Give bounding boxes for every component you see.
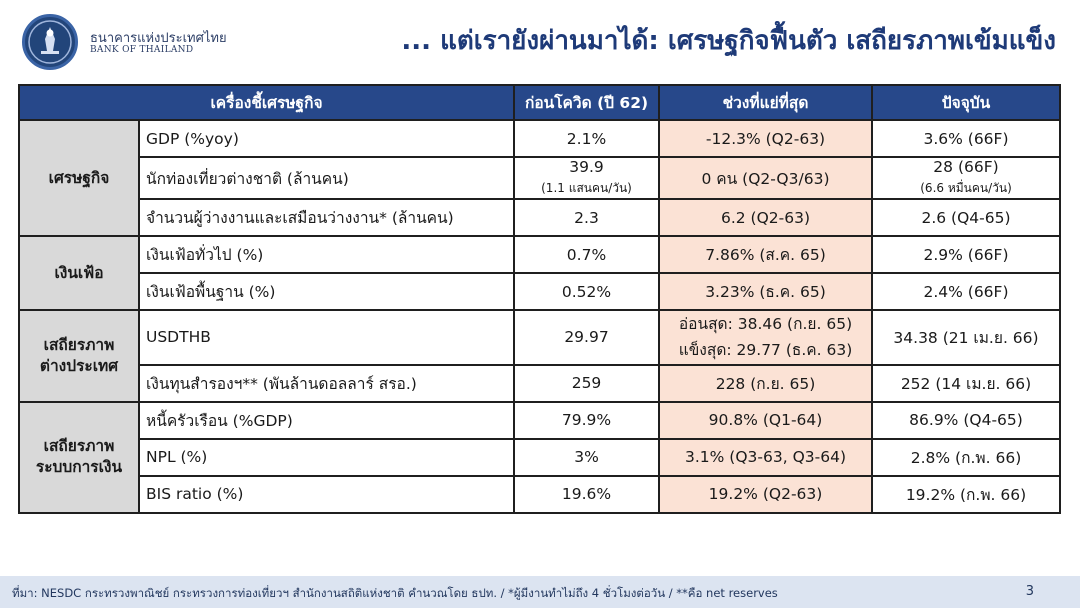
slide-footer xyxy=(0,576,1080,608)
worst-cell xyxy=(659,310,872,365)
indicator-cell: หนี้ครัวเรือน (%GDP) xyxy=(139,402,514,439)
current-cell: 2.8% (ก.พ. 66) xyxy=(872,439,1060,476)
indicator-cell: USDTHB xyxy=(139,310,514,365)
table-row xyxy=(19,402,1060,439)
bank-name-english: BANK OF THAILAND xyxy=(90,45,194,55)
indicator-cell: GDP (%yoy) xyxy=(139,120,514,157)
table-row xyxy=(19,120,1060,157)
pre-covid-cell: 259 xyxy=(514,365,659,402)
worst-cell: 3.1% (Q3-63, Q3-64) xyxy=(659,439,872,476)
current-cell xyxy=(872,157,1060,199)
current-value: 28 (66F) xyxy=(933,158,999,176)
category-line: ระบบการเงิน xyxy=(35,458,123,477)
table-row xyxy=(19,236,1060,273)
indicator-cell: เงินเฟ้อพื้นฐาน (%) xyxy=(139,273,514,310)
pre-covid-cell: 79.9% xyxy=(514,402,659,439)
pre-covid-cell: 29.97 xyxy=(514,310,659,365)
pre-covid-cell: 2.1% xyxy=(514,120,659,157)
category-financial-stability xyxy=(19,402,139,513)
pre-covid-value: 39.9 xyxy=(569,158,604,176)
current-cell: 19.2% (ก.พ. 66) xyxy=(872,476,1060,513)
slide-title: ... แต่เรายังผ่านมาได้: เศรษฐกิจฟื้นตัว เสถียรภาพเข้มแข็ง xyxy=(401,26,1056,56)
table-row xyxy=(19,365,1060,402)
current-cell: 2.4% (66F) xyxy=(872,273,1060,310)
worst-cell: 6.2 (Q2-63) xyxy=(659,199,872,236)
header-indicator: เครื่องชี้เศรษฐกิจ xyxy=(19,85,514,120)
current-cell: 34.38 (21 เม.ย. 66) xyxy=(872,310,1060,365)
category-line: เสถียรภาพ xyxy=(43,437,115,456)
category-line: ต่างประเทศ xyxy=(39,356,119,375)
table-row xyxy=(19,273,1060,310)
pre-covid-cell xyxy=(514,157,659,199)
worst-cell: 228 (ก.ย. 65) xyxy=(659,365,872,402)
table-row xyxy=(19,157,1060,199)
worst-cell: 3.23% (ธ.ค. 65) xyxy=(659,273,872,310)
current-cell: 86.9% (Q4-65) xyxy=(872,402,1060,439)
indicator-cell: จำนวนผู้ว่างงานและเสมือนว่างงาน* (ล้านคน) xyxy=(139,199,514,236)
worst-cell: 19.2% (Q2-63) xyxy=(659,476,872,513)
indicator-cell: NPL (%) xyxy=(139,439,514,476)
indicator-cell: เงินเฟ้อทั่วไป (%) xyxy=(139,236,514,273)
header-current: ปัจจุบัน xyxy=(872,85,1060,120)
page-number: 3 xyxy=(1025,584,1034,599)
pre-covid-subvalue: (1.1 แสนคน/วัน) xyxy=(541,181,632,195)
pre-covid-cell: 2.3 xyxy=(514,199,659,236)
header-pre-covid: ก่อนโควิด (ปี 62) xyxy=(514,85,659,120)
current-cell: 3.6% (66F) xyxy=(872,120,1060,157)
indicator-cell: นักท่องเที่ยวต่างชาติ (ล้านคน) xyxy=(139,157,514,199)
table-row xyxy=(19,199,1060,236)
category-inflation: เงินเฟ้อ xyxy=(19,236,139,310)
indicator-cell: BIS ratio (%) xyxy=(139,476,514,513)
table-row xyxy=(19,310,1060,365)
pre-covid-cell: 3% xyxy=(514,439,659,476)
bank-name-thai: ธนาคารแห่งประเทศไทย xyxy=(90,31,227,46)
pre-covid-cell: 0.52% xyxy=(514,273,659,310)
bank-logo-icon xyxy=(22,14,78,70)
slide-header xyxy=(0,0,1080,80)
current-cell: 252 (14 เม.ย. 66) xyxy=(872,365,1060,402)
worst-cell: 90.8% (Q1-64) xyxy=(659,402,872,439)
indicator-cell: เงินทุนสำรองฯ** (พันล้านดอลลาร์ สรอ.) xyxy=(139,365,514,402)
current-subvalue: (6.6 หมื่นคน/วัน) xyxy=(920,181,1012,195)
worst-strongest: แข็งสุด: 29.77 (ธ.ค. 63) xyxy=(678,341,853,360)
header-worst: ช่วงที่แย่ที่สุด xyxy=(659,85,872,120)
current-cell: 2.6 (Q4-65) xyxy=(872,199,1060,236)
category-line: เสถียรภาพ xyxy=(43,335,115,354)
category-external-stability xyxy=(19,310,139,402)
category-economy: เศรษฐกิจ xyxy=(19,120,139,236)
pre-covid-cell: 19.6% xyxy=(514,476,659,513)
worst-cell: 0 คน (Q2-Q3/63) xyxy=(659,157,872,199)
table-row xyxy=(19,476,1060,513)
worst-cell: -12.3% (Q2-63) xyxy=(659,120,872,157)
worst-cell: 7.86% (ส.ค. 65) xyxy=(659,236,872,273)
source-note: ที่มา: NESDC กระทรวงพาณิชย์ กระทรวงการท่องเที่ยวฯ สำนักงานสถิติแห่งชาติ คำนวณโดย ธปท. / *ผู้มีงานทำไม่ถึง 4 ชั่วโมงต่อวัน / **คือ net reserves xyxy=(12,586,778,600)
pre-covid-cell: 0.7% xyxy=(514,236,659,273)
indicator-table xyxy=(18,84,1061,514)
table-header-row xyxy=(19,85,1060,120)
current-cell: 2.9% (66F) xyxy=(872,236,1060,273)
table-row xyxy=(19,439,1060,476)
worst-weakest: อ่อนสุด: 38.46 (ก.ย. 65) xyxy=(678,315,853,333)
